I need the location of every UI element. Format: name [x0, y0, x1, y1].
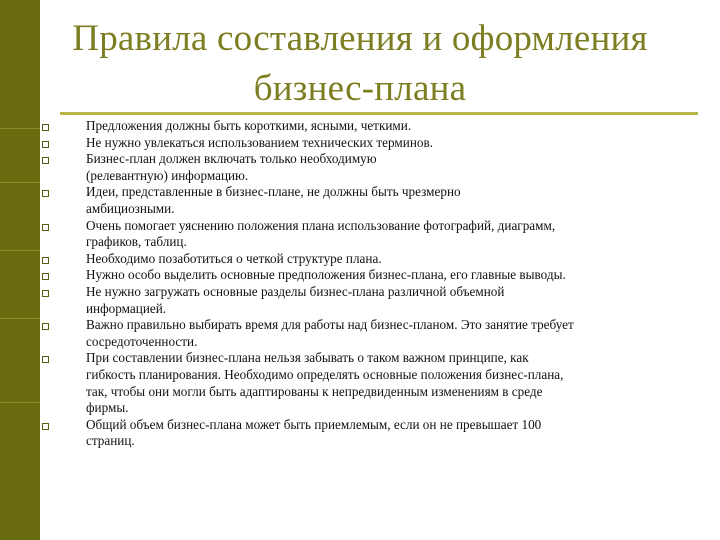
square-bullet-icon [42, 273, 49, 280]
square-bullet-icon [42, 157, 49, 164]
list-item [42, 317, 682, 350]
list-item-text: Не нужно загружать основные разделы бизнес-плана различной объемной [86, 283, 505, 299]
list-item [42, 350, 682, 416]
list-item-text: При составлении бизнес-плана нельзя забывать о таком важном принципе, как [86, 350, 529, 366]
square-bullet-icon [42, 124, 49, 131]
sidebar-divider [0, 402, 40, 404]
list-item-text-cont: страниц. [86, 433, 135, 449]
square-bullet-icon [42, 257, 49, 264]
list-item-text-cont: так, чтобы они могли быть адаптированы к непредвиденным изменениям в среде [86, 383, 543, 399]
sidebar-divider [0, 128, 40, 130]
list-item-text: Идеи, представленные в бизнес-плане, не должны быть чрезмерно [86, 184, 461, 200]
list-item-text: Не нужно увлекаться использованием технических терминов. [86, 134, 433, 150]
list-item-text: Предложения должны быть короткими, ясными, четкими. [86, 118, 412, 133]
square-bullet-icon [42, 423, 49, 430]
square-bullet-icon [42, 290, 49, 297]
list-item [42, 151, 682, 184]
square-bullet-icon [42, 224, 49, 231]
list-item-text-cont: сосредоточенности. [86, 333, 198, 349]
sidebar-divider [0, 318, 40, 320]
square-bullet-icon [42, 323, 49, 330]
list-item-text-cont: информацией. [86, 300, 167, 316]
title-divider [60, 112, 698, 115]
square-bullet-icon [42, 356, 49, 363]
sidebar-decoration [0, 0, 40, 540]
list-item-text: Нужно особо выделить основные предположения бизнес-плана, его главные выводы. [86, 267, 566, 283]
list-item [42, 251, 682, 268]
list-item [42, 284, 682, 317]
square-bullet-icon [42, 141, 49, 148]
sidebar-divider [0, 182, 40, 184]
list-item [42, 417, 682, 450]
list-item [42, 118, 682, 135]
title-line-2: бизнес-плана [253, 68, 467, 109]
square-bullet-icon [42, 190, 49, 197]
list-item-text: Бизнес-план должен включать только необходимую [86, 151, 377, 167]
page-title [40, 14, 680, 114]
list-item-text-cont: гибкость планирования. Необходимо определять основные положения бизнес-плана, [86, 366, 564, 382]
list-item-text: Очень помогает уяснению положения плана использование фотографий, диаграмм, [86, 217, 556, 233]
list-item [42, 135, 682, 152]
list-item [42, 184, 682, 217]
list-item-text: Общий объем бизнес-плана может быть приемлемым, если он не превышает 100 [86, 416, 542, 432]
list-item-text-cont: (релевантную) информацию. [86, 167, 249, 183]
list-item [42, 218, 682, 251]
list-item-text-cont: графиков, таблиц. [86, 234, 187, 250]
sidebar-divider [0, 250, 40, 252]
list-item [42, 267, 682, 284]
list-item-text: Необходимо позаботиться о четкой структуре плана. [86, 250, 382, 266]
list-item-text-cont: амбициозными. [86, 200, 175, 216]
list-item-text: Важно правильно выбирать время для работы над бизнес-планом. Это занятие требует [86, 317, 574, 333]
list-item-text-cont: фирмы. [86, 400, 129, 416]
title-line-1: Правила составления и оформления [72, 18, 648, 59]
bullet-list [42, 118, 682, 450]
